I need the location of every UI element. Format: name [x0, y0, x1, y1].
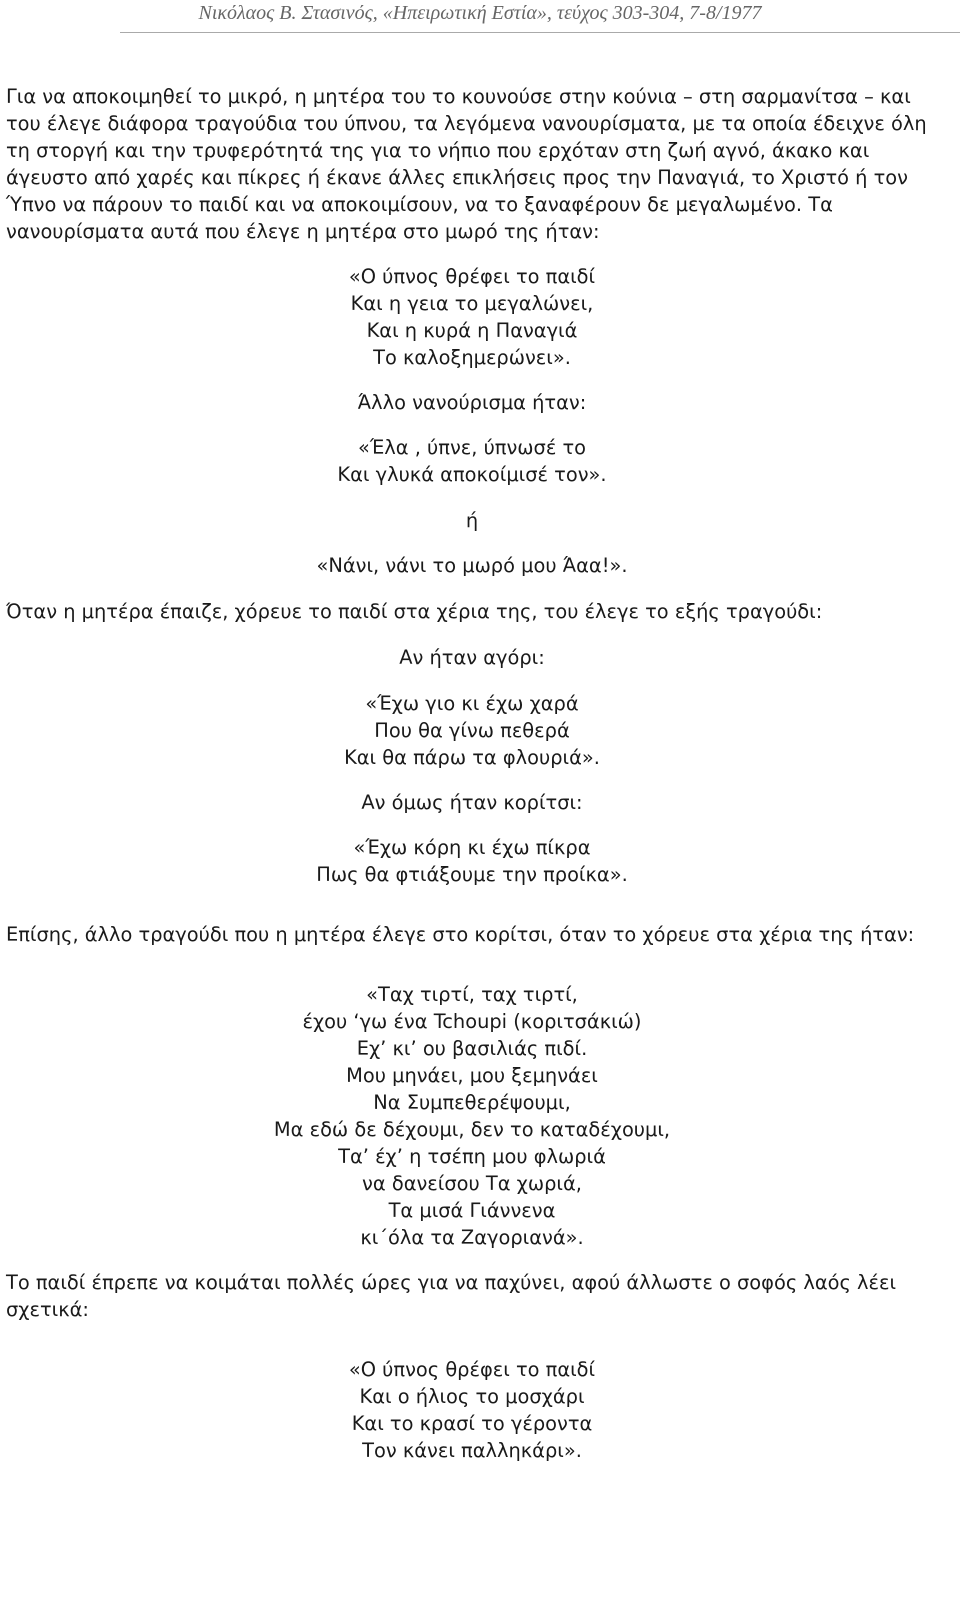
verse-line: Και η κυρά η Παναγιά	[366, 319, 578, 342]
intro-paragraph	[6, 83, 938, 245]
header-divider	[120, 32, 960, 33]
verse-line: «Έχω κόρη κι έχω πίκρα	[353, 836, 591, 859]
lullaby-verse-2	[6, 434, 938, 488]
lullaby-verse-1	[6, 263, 938, 371]
verse-line: «Ο ύπνος θρέφει το παιδί	[348, 1358, 596, 1381]
girl-song-paragraph: Επίσης, άλλο τραγούδι που η μητέρα έλεγε στο κορίτσι, όταν το χόρευε στα χέρια της ήταν:	[6, 923, 915, 946]
lullaby-intro-2: Άλλο νανούρισμα ήταν:	[357, 391, 587, 414]
verse-line: Και ο ήλιος το μοσχάρι	[359, 1385, 585, 1408]
song-dance	[6, 981, 938, 1251]
text-line: του έλεγε διάφορα τραγούδια του ύπνου, τα λεγόμενα νανουρίσματα, με τα οποία έδειχνε όλη	[6, 112, 927, 135]
verse-line: έχου ‘γω ένα Tchoupi (κοριτσάκιώ)	[302, 1010, 642, 1033]
dance-paragraph: Όταν η μητέρα έπαιζε, χόρευε το παιδί στα χέρια της, του έλεγε το εξής τραγούδι:	[6, 600, 823, 623]
text-line: άγευστο από χαρές και πίκρες ή έκανε άλλες επικλήσεις προς την Παναγιά, το Χριστό ή τον	[6, 166, 908, 189]
verse-line: Τα μισά Γιάννενα	[388, 1199, 556, 1222]
text-line: νανουρίσματα αυτά που έλεγε η μητέρα στο μωρό της ήταν:	[6, 220, 600, 243]
if-girl-label: Αν όμως ήταν κορίτσι:	[361, 791, 583, 814]
verse-line: Πως θα φτιάξουμε την προίκα».	[316, 863, 628, 886]
verse-line: κι΄όλα τα Ζαγοριανά».	[360, 1226, 584, 1249]
verse-line: Μα εδώ δε δέχουμι, δεν το καταδέχουμι,	[273, 1118, 671, 1141]
text-line: τη στοργή και την τρυφερότητά της για το νήπιο που ερχόταν στη ζωή αγνό, άκακο και	[6, 139, 870, 162]
document-body	[6, 83, 938, 1464]
lullaby-verse-3: «Νάνι, νάνι το μωρό μου Άαα!».	[316, 554, 628, 577]
text-line: σχετικά:	[6, 1298, 89, 1321]
or-separator: ή	[465, 509, 479, 532]
song-boy	[6, 690, 938, 771]
verse-line: Και η γεια το μεγαλώνει,	[350, 292, 594, 315]
verse-line: να δανείσου Τα χωριά,	[362, 1172, 582, 1195]
text-line: Ύπνο να πάρουν το παιδί και να αποκοιμίσουν, να το ξαναφέρουν δε μεγαλωμένο. Τα	[6, 193, 833, 216]
verse-line: Μου μηνάει, μου ξεμηνάει	[346, 1064, 598, 1087]
if-boy-label: Αν ήταν αγόρι:	[399, 646, 545, 669]
text-line: Το παιδί έπρεπε να κοιμάται πολλές ώρες για να παχύνει, αφού άλλωστε ο σοφός λαός λέει	[6, 1271, 897, 1294]
verse-line: Να Συμπεθερέψουμι,	[373, 1091, 571, 1114]
verse-line: Τα’ έχ’ η τσέπη μου φλωριά	[338, 1145, 606, 1168]
song-girl	[6, 834, 938, 888]
text-line: Για να αποκοιμηθεί το μικρό, η μητέρα του το κουνούσε στην κούνια – στη σαρμανίτσα – και	[6, 85, 911, 108]
verse-line: Τον κάνει παλληκάρι».	[362, 1439, 582, 1462]
verse-line: Και θα πάρω τα φλουριά».	[344, 746, 600, 769]
header-citation: Νικόλαος Β. Στασινός, «Ηπειρωτική Εστία», τεύχος 303-304, 7-8/1977	[198, 2, 762, 24]
verse-line: «Έλα , ύπνε, ύπνωσέ το	[357, 436, 587, 459]
verse-line: «Έχω γιο κι έχω χαρά	[365, 692, 579, 715]
verse-line: Εχ’ κι’ ου βασιλιάς πιδί.	[356, 1037, 588, 1060]
verse-line: «Ταχ τιρτί, ταχ τιρτί,	[366, 983, 578, 1006]
sleep-paragraph	[6, 1269, 938, 1323]
verse-line: Και το κρασί το γέροντα	[351, 1412, 593, 1435]
proverb-verse	[6, 1356, 938, 1464]
verse-line: Που θα γίνω πεθερά	[374, 719, 570, 742]
verse-line: Και γλυκά αποκοίμισέ τον».	[337, 463, 607, 486]
verse-line: Το καλοξημερώνει».	[373, 346, 571, 369]
verse-line: «Ο ύπνος θρέφει το παιδί	[348, 265, 596, 288]
